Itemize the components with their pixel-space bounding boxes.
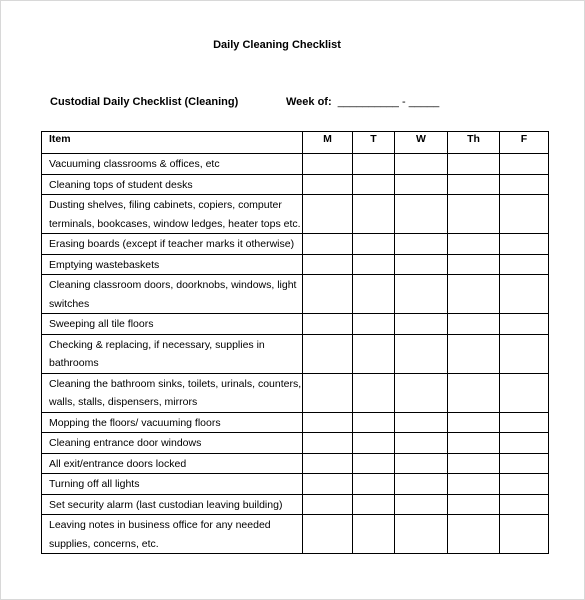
task-cell: Cleaning the bathroom sinks, toilets, urinals, counters, walls, stalls, dispensers, mirrors (42, 373, 303, 412)
checkbox-cell-monday[interactable] (303, 314, 353, 335)
document-title: Daily Cleaning Checklist (213, 39, 341, 51)
checkbox-cell-friday[interactable] (500, 154, 549, 175)
table-row (42, 474, 549, 495)
checkbox-cell-thursday[interactable] (448, 174, 500, 195)
table-row (42, 195, 549, 234)
checkbox-cell-friday[interactable] (500, 515, 549, 554)
table-row (42, 334, 549, 373)
checkbox-cell-thursday[interactable] (448, 412, 500, 433)
checkbox-cell-tuesday[interactable] (353, 494, 395, 515)
checkbox-cell-thursday[interactable] (448, 515, 500, 554)
checkbox-cell-thursday[interactable] (448, 234, 500, 255)
task-cell: Erasing boards (except if teacher marks it otherwise) (42, 234, 303, 255)
checkbox-cell-monday[interactable] (303, 373, 353, 412)
checkbox-cell-tuesday[interactable] (353, 334, 395, 373)
checkbox-cell-friday[interactable] (500, 412, 549, 433)
checkbox-cell-wednesday[interactable] (395, 234, 448, 255)
checkbox-cell-monday[interactable] (303, 515, 353, 554)
header-tuesday: T (353, 132, 395, 154)
checkbox-cell-tuesday[interactable] (353, 474, 395, 495)
checkbox-cell-wednesday[interactable] (395, 515, 448, 554)
checkbox-cell-wednesday[interactable] (395, 453, 448, 474)
checkbox-cell-tuesday[interactable] (353, 373, 395, 412)
table-row (42, 275, 549, 314)
header-item: Item (42, 132, 303, 154)
task-cell: Emptying wastebaskets (42, 254, 303, 275)
checkbox-cell-thursday[interactable] (448, 254, 500, 275)
table-header-row (42, 132, 549, 154)
checkbox-cell-monday[interactable] (303, 234, 353, 255)
checkbox-cell-monday[interactable] (303, 453, 353, 474)
week-of-label: Week of: (286, 96, 332, 108)
header-monday: M (303, 132, 353, 154)
header-wednesday: W (395, 132, 448, 154)
checkbox-cell-monday[interactable] (303, 275, 353, 314)
task-cell: All exit/entrance doors locked (42, 453, 303, 474)
checkbox-cell-wednesday[interactable] (395, 334, 448, 373)
checkbox-cell-friday[interactable] (500, 474, 549, 495)
checkbox-cell-monday[interactable] (303, 254, 353, 275)
table-row (42, 234, 549, 255)
checkbox-cell-monday[interactable] (303, 334, 353, 373)
table-row (42, 453, 549, 474)
checkbox-cell-thursday[interactable] (448, 433, 500, 454)
table-row (42, 515, 549, 554)
table-row (42, 494, 549, 515)
checkbox-cell-thursday[interactable] (448, 334, 500, 373)
task-cell: Checking & replacing, if necessary, supplies in bathrooms (42, 334, 303, 373)
task-cell: Sweeping all tile floors (42, 314, 303, 335)
checkbox-cell-tuesday[interactable] (353, 412, 395, 433)
checkbox-cell-thursday[interactable] (448, 275, 500, 314)
table-row (42, 254, 549, 275)
checkbox-cell-wednesday[interactable] (395, 373, 448, 412)
checkbox-cell-friday[interactable] (500, 275, 549, 314)
checkbox-cell-friday[interactable] (500, 373, 549, 412)
checkbox-cell-thursday[interactable] (448, 474, 500, 495)
checkbox-cell-friday[interactable] (500, 433, 549, 454)
checkbox-cell-friday[interactable] (500, 494, 549, 515)
header-friday: F (500, 132, 549, 154)
task-cell: Mopping the floors/ vacuuming floors (42, 412, 303, 433)
checkbox-cell-thursday[interactable] (448, 154, 500, 175)
checkbox-cell-tuesday[interactable] (353, 154, 395, 175)
checkbox-cell-tuesday[interactable] (353, 275, 395, 314)
checklist-subtitle: Custodial Daily Checklist (Cleaning) (50, 96, 239, 108)
checkbox-cell-wednesday[interactable] (395, 154, 448, 175)
checkbox-cell-thursday[interactable] (448, 494, 500, 515)
checkbox-cell-wednesday[interactable] (395, 494, 448, 515)
checkbox-cell-wednesday[interactable] (395, 314, 448, 335)
checkbox-cell-monday[interactable] (303, 154, 353, 175)
checkbox-cell-thursday[interactable] (448, 314, 500, 335)
task-cell: Leaving notes in business office for any needed supplies, concerns, etc. (42, 515, 303, 554)
checkbox-cell-tuesday[interactable] (353, 433, 395, 454)
checkbox-cell-wednesday[interactable] (395, 195, 448, 234)
task-cell: Vacuuming classrooms & offices, etc (42, 154, 303, 175)
table-row (42, 174, 549, 195)
checkbox-cell-thursday[interactable] (448, 453, 500, 474)
checkbox-cell-friday[interactable] (500, 254, 549, 275)
checkbox-cell-friday[interactable] (500, 314, 549, 335)
checkbox-cell-tuesday[interactable] (353, 234, 395, 255)
table-row (42, 154, 549, 175)
checklist-table (41, 131, 549, 554)
checkbox-cell-tuesday[interactable] (353, 174, 395, 195)
table-row (42, 412, 549, 433)
checkbox-cell-friday[interactable] (500, 174, 549, 195)
task-cell: Dusting shelves, filing cabinets, copiers, computer terminals, bookcases, window ledges, heater tops etc. (42, 195, 303, 234)
checkbox-cell-tuesday[interactable] (353, 515, 395, 554)
checkbox-cell-wednesday[interactable] (395, 174, 448, 195)
week-of-blank: __________ - _____ (331, 96, 440, 108)
checkbox-cell-wednesday[interactable] (395, 433, 448, 454)
checkbox-cell-monday[interactable] (303, 412, 353, 433)
task-cell: Cleaning tops of student desks (42, 174, 303, 195)
checkbox-cell-monday[interactable] (303, 494, 353, 515)
checkbox-cell-tuesday[interactable] (353, 195, 395, 234)
checkbox-cell-monday[interactable] (303, 474, 353, 495)
table-row (42, 433, 549, 454)
task-cell: Cleaning classroom doors, doorknobs, windows, light switches (42, 275, 303, 314)
checkbox-cell-friday[interactable] (500, 334, 549, 373)
checkbox-cell-wednesday[interactable] (395, 275, 448, 314)
checkbox-cell-friday[interactable] (500, 453, 549, 474)
task-cell: Set security alarm (last custodian leaving building) (42, 494, 303, 515)
checkbox-cell-monday[interactable] (303, 433, 353, 454)
checkbox-cell-monday[interactable] (303, 195, 353, 234)
checkbox-cell-wednesday[interactable] (395, 412, 448, 433)
task-cell: Cleaning entrance door windows (42, 433, 303, 454)
checkbox-cell-thursday[interactable] (448, 373, 500, 412)
checkbox-cell-tuesday[interactable] (353, 453, 395, 474)
header-thursday: Th (448, 132, 500, 154)
checkbox-cell-friday[interactable] (500, 234, 549, 255)
checkbox-cell-wednesday[interactable] (395, 474, 448, 495)
checkbox-cell-monday[interactable] (303, 174, 353, 195)
task-cell: Turning off all lights (42, 474, 303, 495)
checkbox-cell-tuesday[interactable] (353, 314, 395, 335)
checkbox-cell-friday[interactable] (500, 195, 549, 234)
table-row (42, 314, 549, 335)
table-row (42, 373, 549, 412)
week-of-field (286, 96, 439, 108)
checkbox-cell-wednesday[interactable] (395, 254, 448, 275)
checkbox-cell-tuesday[interactable] (353, 254, 395, 275)
checkbox-cell-thursday[interactable] (448, 195, 500, 234)
